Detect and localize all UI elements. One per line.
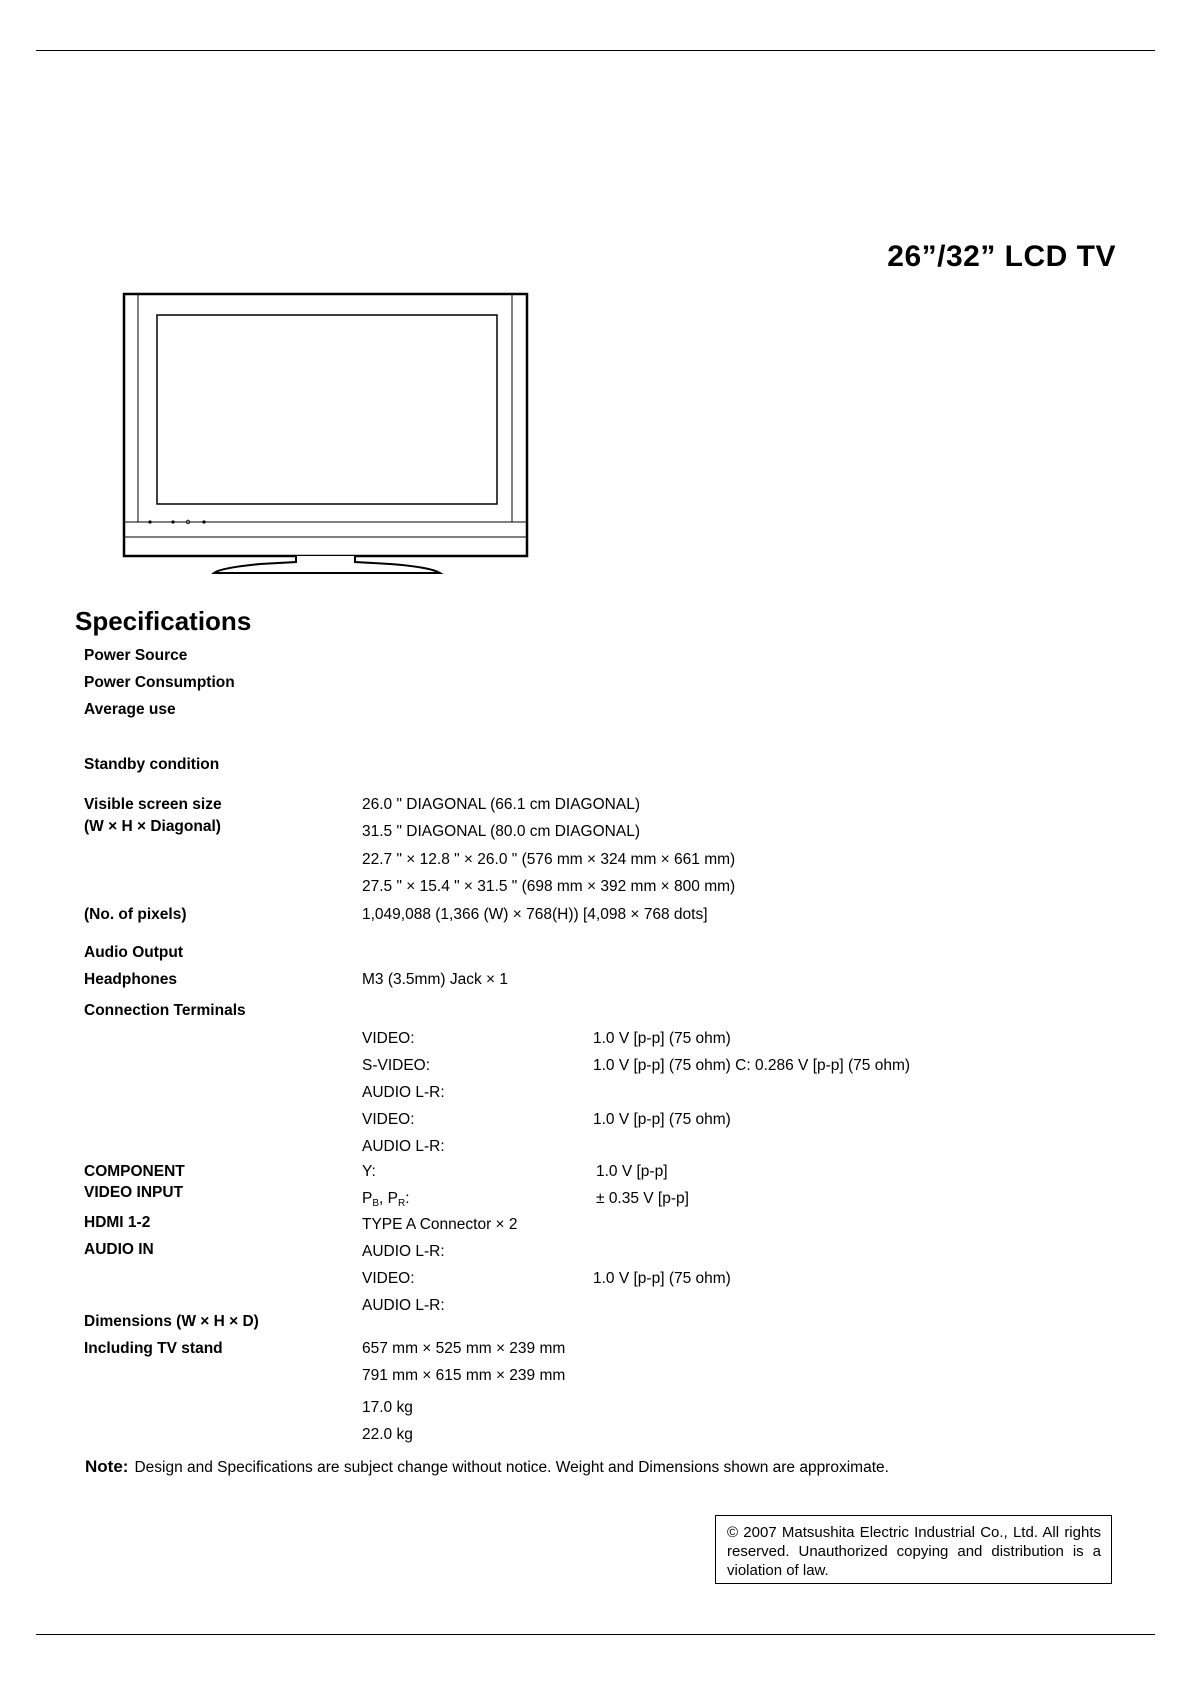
label-power-consumption: Power Consumption (84, 674, 235, 691)
value-whd-26: 22.7 " × 12.8 " × 26.0 " (576 mm × 324 mm × 661 mm) (362, 851, 736, 868)
label-including-tv-stand: Including TV stand (84, 1340, 223, 1357)
note-label: Note: (85, 1457, 129, 1476)
value-dimensions-32: 791 mm × 615 mm × 239 mm (362, 1367, 566, 1384)
label-whd: (W × H × Diagonal) (84, 818, 221, 835)
value-video-2: VIDEO: (362, 1111, 415, 1128)
specifications-heading: Specifications (75, 606, 252, 636)
value-svideo-spec: 1.0 V [p-p] (75 ohm) C: 0.286 V [p-p] (75 ohm) (593, 1057, 911, 1074)
value-video-2-spec: 1.0 V [p-p] (75 ohm) (593, 1111, 731, 1128)
value-diagonal-26: 26.0 " DIAGONAL (66.1 cm DIAGONAL) (362, 796, 640, 813)
value-dimensions-26: 657 mm × 525 mm × 239 mm (362, 1340, 566, 1357)
value-audio-lr-2: AUDIO L-R: (362, 1138, 445, 1155)
label-audio-in: AUDIO IN (84, 1241, 154, 1258)
value-weight-26: 17.0 kg (362, 1399, 413, 1416)
label-visible-screen-size: Visible screen size (84, 796, 222, 813)
value-audio-lr-1: AUDIO L-R: (362, 1084, 445, 1101)
value-pixels: 1,049,088 (1,366 (W) × 768(H)) [4,098 × 768 dots] (362, 906, 708, 923)
value-whd-32: 27.5 " × 15.4 " × 31.5 " (698 mm × 392 mm × 800 mm) (362, 878, 736, 895)
note (85, 1457, 889, 1477)
label-headphones: Headphones (84, 971, 178, 988)
bottom-rule (36, 1634, 1155, 1635)
note-text: Design and Specifications are subject change without notice. Weight and Dimensions shown are approximate. (134, 1459, 889, 1476)
label-component: COMPONENT (84, 1163, 185, 1180)
value-video-3-spec: 1.0 V [p-p] (75 ohm) (593, 1270, 731, 1287)
label-no-of-pixels: (No. of pixels) (84, 906, 187, 923)
value-audio-lr-3: AUDIO L-R: (362, 1243, 445, 1260)
value-y: Y: (362, 1163, 376, 1180)
label-video-input: VIDEO INPUT (84, 1184, 184, 1201)
tv-illustration (120, 290, 540, 575)
label-dimensions: Dimensions (W × H × D) (84, 1313, 259, 1330)
label-average-use: Average use (84, 701, 176, 718)
value-y-spec: 1.0 V [p-p] (596, 1163, 668, 1180)
value-headphones: M3 (3.5mm) Jack × 1 (362, 971, 508, 988)
label-connection-terminals: Connection Terminals (84, 1002, 246, 1019)
value-video-1: VIDEO: (362, 1030, 415, 1047)
value-pb-pr-spec: ± 0.35 V [p-p] (596, 1190, 689, 1207)
value-weight-32: 22.0 kg (362, 1426, 413, 1443)
top-rule (36, 50, 1155, 51)
label-audio-output: Audio Output (84, 944, 183, 961)
value-pb-pr: $P_B$, $P_R$: (362, 1190, 410, 1209)
label-power-source: Power Source (84, 647, 188, 664)
value-svideo: S-VIDEO: (362, 1057, 431, 1074)
label-hdmi: HDMI 1-2 (84, 1214, 151, 1231)
label-standby-condition: Standby condition (84, 756, 220, 773)
value-hdmi: TYPE A Connector × 2 (362, 1216, 518, 1233)
copyright-notice: © 2007 Matsushita Electric Industrial Co., Ltd. All rights reserved. Unauthorized copying and distribution is a violation of law. (715, 1515, 1112, 1584)
value-video-3: VIDEO: (362, 1270, 415, 1287)
value-diagonal-32: 31.5 " DIAGONAL (80.0 cm DIAGONAL) (362, 823, 640, 840)
value-audio-lr-4: AUDIO L-R: (362, 1297, 445, 1314)
product-title: 26”/32” LCD TV (887, 240, 1116, 273)
value-video-1-spec: 1.0 V [p-p] (75 ohm) (593, 1030, 731, 1047)
